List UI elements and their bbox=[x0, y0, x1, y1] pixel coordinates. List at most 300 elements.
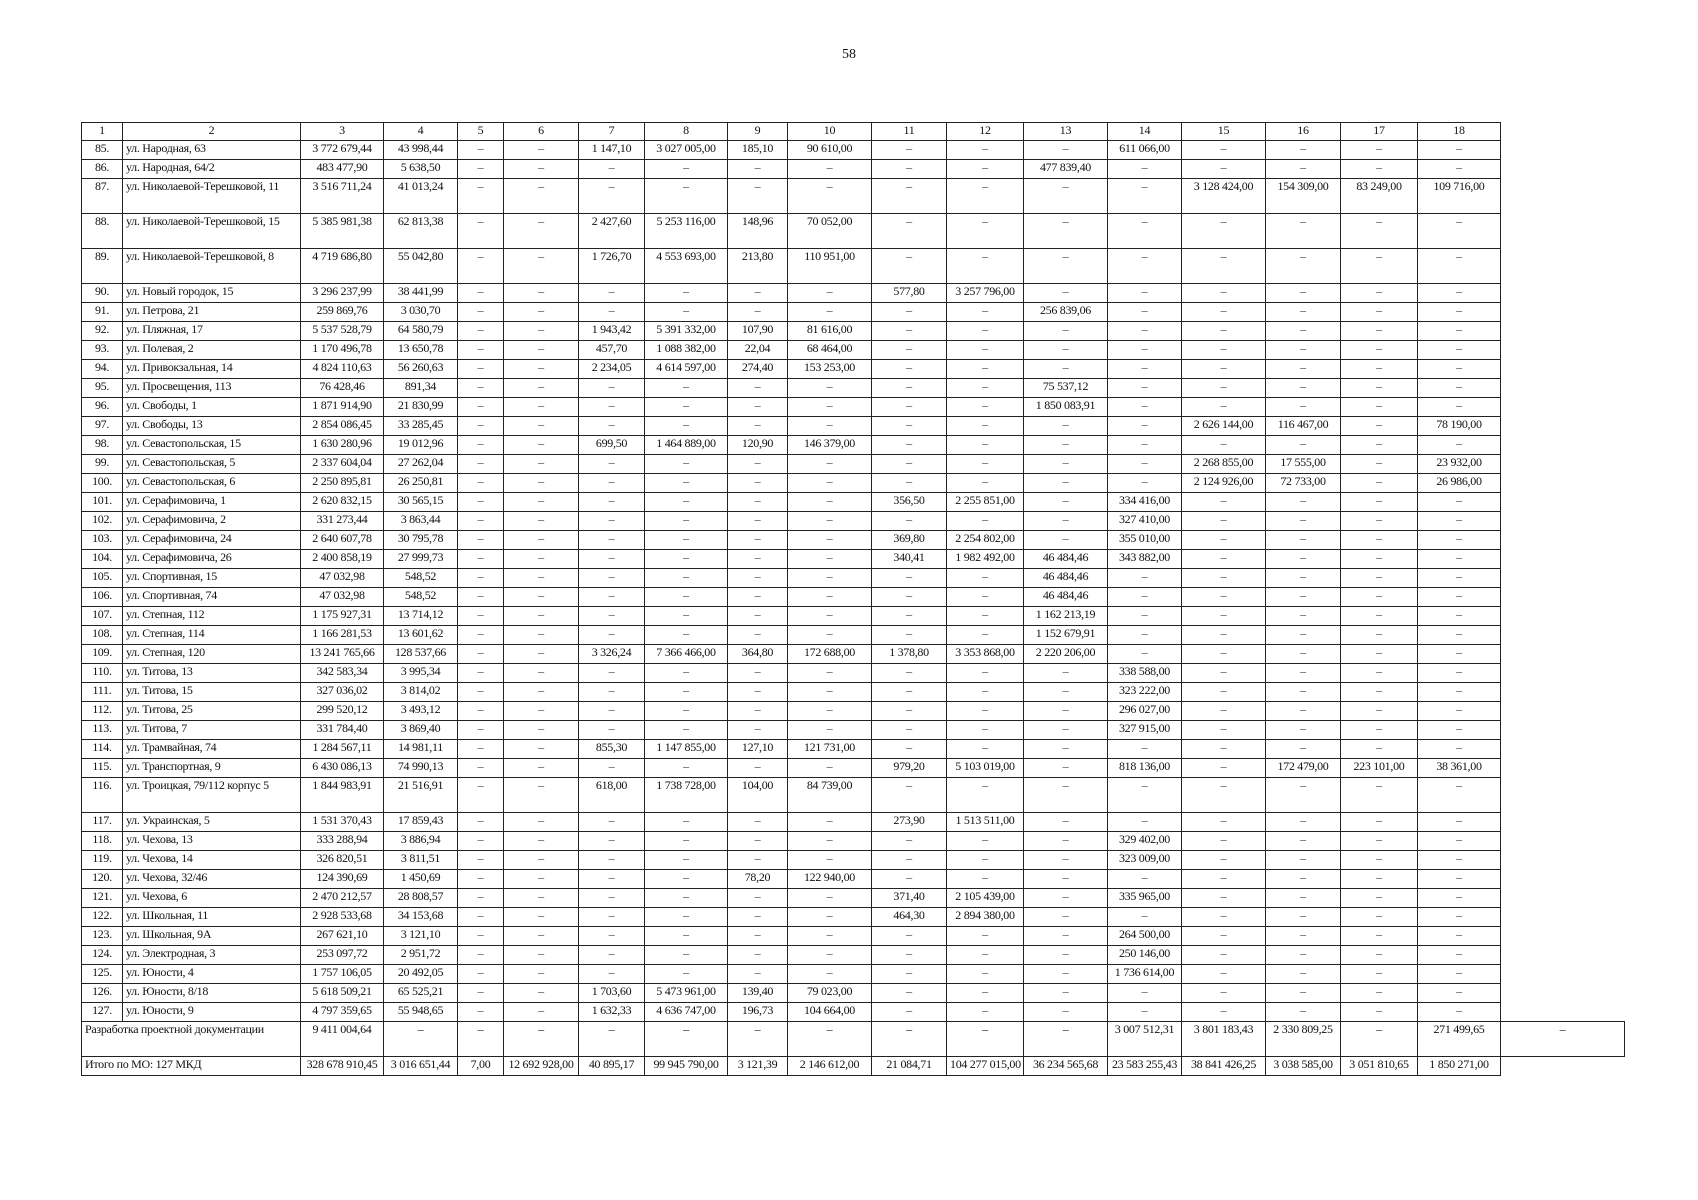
table-cell: – bbox=[1266, 322, 1341, 341]
table-cell: 3 027 005,00 bbox=[645, 141, 728, 160]
table-cell: 2 640 607,78 bbox=[301, 531, 384, 550]
table-cell: 13 bbox=[1024, 123, 1108, 141]
table-cell: – bbox=[1182, 1003, 1266, 1022]
table-cell: ул. Чехова, 32/46 bbox=[123, 870, 301, 889]
table-row bbox=[82, 626, 1625, 645]
table-cell: – bbox=[458, 927, 504, 946]
table-cell: 327 410,00 bbox=[1108, 512, 1182, 531]
table-cell: 4 636 747,00 bbox=[645, 1003, 728, 1022]
table-cell: 33 285,45 bbox=[384, 417, 458, 436]
table-cell: – bbox=[504, 379, 579, 398]
table-cell: – bbox=[1266, 493, 1341, 512]
table-cell: – bbox=[788, 417, 872, 436]
table-cell: ул. Юности, 9 bbox=[123, 1003, 301, 1022]
table-cell: – bbox=[458, 512, 504, 531]
table-cell: 296 027,00 bbox=[1108, 702, 1182, 721]
table-cell: 23 583 255,43 bbox=[1108, 1057, 1182, 1076]
table-row bbox=[82, 683, 1625, 702]
table-cell: – bbox=[1341, 626, 1418, 645]
table-cell: 4 553 693,00 bbox=[645, 249, 728, 284]
table-cell: – bbox=[872, 249, 947, 284]
table-cell: – bbox=[645, 1022, 728, 1057]
table-cell: – bbox=[1418, 284, 1501, 303]
table-cell: 85. bbox=[82, 141, 123, 160]
table-cell: – bbox=[1266, 379, 1341, 398]
table-cell: 55 948,65 bbox=[384, 1003, 458, 1022]
table-cell: – bbox=[504, 908, 579, 927]
table-cell: 104 277 015,00 bbox=[947, 1057, 1024, 1076]
table-cell: 3 030,70 bbox=[384, 303, 458, 322]
table-cell: 93. bbox=[82, 341, 123, 360]
table-cell: – bbox=[1182, 965, 1266, 984]
table-cell: – bbox=[458, 436, 504, 455]
table-cell: – bbox=[458, 1022, 504, 1057]
table-cell: – bbox=[1182, 550, 1266, 569]
table-cell: – bbox=[728, 832, 788, 851]
table-cell: 94. bbox=[82, 360, 123, 379]
table-cell: – bbox=[579, 851, 645, 870]
table-cell: – bbox=[504, 683, 579, 702]
table-cell: 172 688,00 bbox=[788, 645, 872, 664]
table-cell: – bbox=[1182, 360, 1266, 379]
table-cell: 126. bbox=[82, 984, 123, 1003]
table-cell: 328 678 910,45 bbox=[301, 1057, 384, 1076]
table-cell: 2 620 832,15 bbox=[301, 493, 384, 512]
table-cell: – bbox=[1418, 607, 1501, 626]
table-cell: – bbox=[1266, 569, 1341, 588]
table-cell: 26 250,81 bbox=[384, 474, 458, 493]
table-row bbox=[82, 702, 1625, 721]
table-cell: 119. bbox=[82, 851, 123, 870]
table-cell: – bbox=[645, 626, 728, 645]
table-cell: – bbox=[504, 740, 579, 759]
table-cell: ул. Севастопольская, 6 bbox=[123, 474, 301, 493]
table-cell: 79 023,00 bbox=[788, 984, 872, 1003]
table-cell: – bbox=[1341, 550, 1418, 569]
table-cell: – bbox=[1266, 588, 1341, 607]
table-cell: 40 895,17 bbox=[579, 1057, 645, 1076]
table-cell: 9 bbox=[728, 123, 788, 141]
table-cell: – bbox=[579, 889, 645, 908]
table-cell: – bbox=[579, 474, 645, 493]
table-cell: 3 863,44 bbox=[384, 512, 458, 531]
table-cell: – bbox=[1418, 965, 1501, 984]
table-cell: 74 990,13 bbox=[384, 759, 458, 778]
table-cell: ул. Электродная, 3 bbox=[123, 946, 301, 965]
table-cell: – bbox=[1024, 740, 1108, 759]
table-cell: – bbox=[458, 455, 504, 474]
table-cell: 2 268 855,00 bbox=[1182, 455, 1266, 474]
table-cell: – bbox=[728, 179, 788, 214]
table-cell: 19 012,96 bbox=[384, 436, 458, 455]
table-cell: – bbox=[947, 379, 1024, 398]
table-row bbox=[82, 474, 1625, 493]
table-cell: – bbox=[1266, 870, 1341, 889]
table-cell: – bbox=[947, 851, 1024, 870]
table-cell: – bbox=[1418, 1003, 1501, 1022]
table-cell: – bbox=[1108, 813, 1182, 832]
table-cell: – bbox=[728, 160, 788, 179]
table-row bbox=[82, 398, 1625, 417]
table-cell: 98. bbox=[82, 436, 123, 455]
table-cell: – bbox=[1341, 908, 1418, 927]
table-cell: 1 152 679,91 bbox=[1024, 626, 1108, 645]
table-cell: – bbox=[504, 455, 579, 474]
table-cell: – bbox=[788, 946, 872, 965]
table-cell: 7 366 466,00 bbox=[645, 645, 728, 664]
table-cell: – bbox=[1182, 493, 1266, 512]
table-cell: 334 416,00 bbox=[1108, 493, 1182, 512]
table-cell: – bbox=[872, 683, 947, 702]
table-cell: – bbox=[947, 870, 1024, 889]
table-cell: – bbox=[645, 474, 728, 493]
table-cell: – bbox=[947, 474, 1024, 493]
table-cell: – bbox=[872, 965, 947, 984]
table-cell: – bbox=[1108, 322, 1182, 341]
table-cell: – bbox=[645, 550, 728, 569]
table-cell: – bbox=[1024, 851, 1108, 870]
table-cell: 116 467,00 bbox=[1266, 417, 1341, 436]
table-cell: ул. Чехова, 13 bbox=[123, 832, 301, 851]
table-cell: 3 007 512,31 bbox=[1108, 1022, 1182, 1057]
table-cell: 3 811,51 bbox=[384, 851, 458, 870]
table-cell: – bbox=[1266, 1003, 1341, 1022]
table-cell: – bbox=[1341, 379, 1418, 398]
table-cell: – bbox=[1024, 179, 1108, 214]
table-cell: 102. bbox=[82, 512, 123, 531]
table-cell: 115. bbox=[82, 759, 123, 778]
table-cell: – bbox=[1341, 702, 1418, 721]
table-cell: ул. Украинская, 5 bbox=[123, 813, 301, 832]
table-cell: 78 190,00 bbox=[1418, 417, 1501, 436]
table-cell: – bbox=[504, 759, 579, 778]
table-cell: – bbox=[728, 588, 788, 607]
table-cell: – bbox=[947, 214, 1024, 249]
table-cell: – bbox=[872, 436, 947, 455]
table-cell: – bbox=[1108, 870, 1182, 889]
table-cell: – bbox=[788, 379, 872, 398]
table-cell: – bbox=[504, 645, 579, 664]
table-cell: – bbox=[458, 721, 504, 740]
table-cell: – bbox=[579, 512, 645, 531]
table-cell: – bbox=[645, 813, 728, 832]
table-cell: 17 bbox=[1341, 123, 1418, 141]
table-cell: – bbox=[788, 889, 872, 908]
table-cell: 5 103 019,00 bbox=[947, 759, 1024, 778]
table-cell: – bbox=[1341, 436, 1418, 455]
table-cell: – bbox=[504, 512, 579, 531]
table-cell: – bbox=[1024, 531, 1108, 550]
table-cell: – bbox=[504, 550, 579, 569]
table-cell: 5 385 981,38 bbox=[301, 214, 384, 249]
table-row bbox=[82, 179, 1625, 214]
table-cell: – bbox=[504, 851, 579, 870]
table-cell: 127. bbox=[82, 1003, 123, 1022]
table-row bbox=[82, 417, 1625, 436]
table-cell: – bbox=[1182, 813, 1266, 832]
table-row bbox=[82, 436, 1625, 455]
table-cell: – bbox=[1182, 512, 1266, 531]
table-cell: 99. bbox=[82, 455, 123, 474]
table-cell: – bbox=[1182, 284, 1266, 303]
table-cell: – bbox=[579, 179, 645, 214]
table-cell: – bbox=[1266, 813, 1341, 832]
table-cell: – bbox=[872, 1022, 947, 1057]
table-cell: – bbox=[645, 870, 728, 889]
table-cell: ул. Титова, 13 bbox=[123, 664, 301, 683]
table-cell: 1 871 914,90 bbox=[301, 398, 384, 417]
table-cell: – bbox=[1418, 588, 1501, 607]
table-cell: 46 484,46 bbox=[1024, 569, 1108, 588]
table-row bbox=[82, 607, 1625, 626]
table-cell: 5 391 332,00 bbox=[645, 322, 728, 341]
table-cell: ул. Привокзальная, 14 bbox=[123, 360, 301, 379]
table-cell: ул. Серафимовича, 1 bbox=[123, 493, 301, 512]
table-cell: 3 326,24 bbox=[579, 645, 645, 664]
table-cell: – bbox=[872, 946, 947, 965]
table-cell: – bbox=[872, 179, 947, 214]
table-cell: 110 951,00 bbox=[788, 249, 872, 284]
table-row bbox=[82, 141, 1625, 160]
table-cell: 30 565,15 bbox=[384, 493, 458, 512]
table-cell: – bbox=[1418, 908, 1501, 927]
table-cell: 5 638,50 bbox=[384, 160, 458, 179]
table-cell: – bbox=[872, 851, 947, 870]
table-row bbox=[82, 588, 1625, 607]
table-cell: – bbox=[728, 927, 788, 946]
table-cell: – bbox=[1418, 946, 1501, 965]
table-cell: – bbox=[645, 512, 728, 531]
table-cell: – bbox=[788, 832, 872, 851]
table-cell: – bbox=[1108, 303, 1182, 322]
table-row bbox=[82, 965, 1625, 984]
table-cell: – bbox=[728, 569, 788, 588]
table-cell: – bbox=[1341, 851, 1418, 870]
table-cell: – bbox=[1418, 341, 1501, 360]
table-cell: 1 147,10 bbox=[579, 141, 645, 160]
table-cell: – bbox=[947, 512, 1024, 531]
table-cell: – bbox=[458, 322, 504, 341]
table-cell: – bbox=[645, 721, 728, 740]
table-cell: – bbox=[1418, 360, 1501, 379]
table-cell: – bbox=[645, 398, 728, 417]
table-cell: – bbox=[579, 531, 645, 550]
table-cell: – bbox=[788, 965, 872, 984]
table-cell: – bbox=[728, 531, 788, 550]
table-cell: – bbox=[458, 908, 504, 927]
table-cell: – bbox=[728, 889, 788, 908]
table-cell: 2 105 439,00 bbox=[947, 889, 1024, 908]
table-cell: 223 101,00 bbox=[1341, 759, 1418, 778]
table-cell: 38 361,00 bbox=[1418, 759, 1501, 778]
table-cell: – bbox=[579, 417, 645, 436]
table-cell: – bbox=[579, 664, 645, 683]
table-cell: 90 610,00 bbox=[788, 141, 872, 160]
table-cell: – bbox=[788, 455, 872, 474]
table-cell: – bbox=[645, 493, 728, 512]
table-cell: 577,80 bbox=[872, 284, 947, 303]
table-cell: – bbox=[458, 214, 504, 249]
table-cell: – bbox=[728, 664, 788, 683]
table-row bbox=[82, 645, 1625, 664]
table-cell: 43 998,44 bbox=[384, 141, 458, 160]
table-cell: 104 664,00 bbox=[788, 1003, 872, 1022]
table-cell: ул. Свободы, 13 bbox=[123, 417, 301, 436]
table-cell: 114. bbox=[82, 740, 123, 759]
table-row bbox=[82, 984, 1625, 1003]
table-cell: ул. Школьная, 9А bbox=[123, 927, 301, 946]
table-cell: – bbox=[458, 141, 504, 160]
table-cell: 118. bbox=[82, 832, 123, 851]
table-cell: – bbox=[1108, 179, 1182, 214]
table-cell: – bbox=[645, 160, 728, 179]
table-cell: – bbox=[1418, 984, 1501, 1003]
table-cell: – bbox=[504, 322, 579, 341]
table-cell: 81 616,00 bbox=[788, 322, 872, 341]
table-cell: 21 084,71 bbox=[872, 1057, 947, 1076]
table-cell: – bbox=[728, 1022, 788, 1057]
table-cell: 139,40 bbox=[728, 984, 788, 1003]
table-cell: – bbox=[579, 398, 645, 417]
table-row bbox=[82, 303, 1625, 322]
table-cell: – bbox=[1341, 645, 1418, 664]
table-cell: – bbox=[1341, 322, 1418, 341]
table-cell: – bbox=[458, 870, 504, 889]
table-cell: – bbox=[458, 607, 504, 626]
table-cell: – bbox=[579, 588, 645, 607]
table-cell: ул. Степная, 112 bbox=[123, 607, 301, 626]
table-cell: 2 124 926,00 bbox=[1182, 474, 1266, 493]
table-cell: – bbox=[504, 569, 579, 588]
table-cell: 2 337 604,04 bbox=[301, 455, 384, 474]
table-cell: – bbox=[1108, 1003, 1182, 1022]
table-cell: – bbox=[1266, 664, 1341, 683]
table-cell: – bbox=[1418, 721, 1501, 740]
table-cell: – bbox=[1418, 740, 1501, 759]
table-cell: – bbox=[872, 474, 947, 493]
table-cell: Итого по МО: 127 МКД bbox=[82, 1057, 301, 1076]
table-cell: – bbox=[788, 512, 872, 531]
table-row bbox=[82, 721, 1625, 740]
table-cell: 34 153,68 bbox=[384, 908, 458, 927]
table-cell: 299 520,12 bbox=[301, 702, 384, 721]
table-cell: 76 428,46 bbox=[301, 379, 384, 398]
table-cell: 3 886,94 bbox=[384, 832, 458, 851]
table-cell: – bbox=[1108, 417, 1182, 436]
table-cell: 1 464 889,00 bbox=[645, 436, 728, 455]
table-cell: – bbox=[504, 284, 579, 303]
table-cell: – bbox=[504, 341, 579, 360]
table-cell: – bbox=[1341, 683, 1418, 702]
table-cell: – bbox=[1182, 778, 1266, 813]
table-cell: – bbox=[1108, 908, 1182, 927]
table-cell: – bbox=[947, 721, 1024, 740]
table-cell: 1 703,60 bbox=[579, 984, 645, 1003]
table-cell: – bbox=[645, 759, 728, 778]
table-cell: – bbox=[645, 965, 728, 984]
table-cell: – bbox=[872, 303, 947, 322]
table-cell: 274,40 bbox=[728, 360, 788, 379]
table-cell: – bbox=[504, 141, 579, 160]
table-cell: 342 583,34 bbox=[301, 664, 384, 683]
table-cell: 28 808,57 bbox=[384, 889, 458, 908]
table-cell: 4 614 597,00 bbox=[645, 360, 728, 379]
table-cell: – bbox=[1266, 214, 1341, 249]
table-cell: 154 309,00 bbox=[1266, 179, 1341, 214]
table-cell: – bbox=[1182, 607, 1266, 626]
table-cell: – bbox=[1108, 341, 1182, 360]
table-cell: – bbox=[1341, 1022, 1418, 1057]
table-cell: – bbox=[1266, 889, 1341, 908]
table-cell: – bbox=[1266, 436, 1341, 455]
table-cell: 327 036,02 bbox=[301, 683, 384, 702]
table-cell: – bbox=[728, 474, 788, 493]
table-cell: 26 986,00 bbox=[1418, 474, 1501, 493]
table-cell: 818 136,00 bbox=[1108, 759, 1182, 778]
table-row bbox=[82, 832, 1625, 851]
table-cell: 1 088 382,00 bbox=[645, 341, 728, 360]
table-cell: 8 bbox=[645, 123, 728, 141]
table-cell: ул. Севастопольская, 5 bbox=[123, 455, 301, 474]
table-cell: 116. bbox=[82, 778, 123, 813]
table-cell: – bbox=[947, 360, 1024, 379]
table-cell: – bbox=[1418, 683, 1501, 702]
table-cell: 90. bbox=[82, 284, 123, 303]
table-cell: 122. bbox=[82, 908, 123, 927]
table-cell: – bbox=[1341, 778, 1418, 813]
table-cell: – bbox=[1024, 417, 1108, 436]
table-cell: – bbox=[1341, 607, 1418, 626]
table-cell: – bbox=[504, 965, 579, 984]
table-cell: 3 121,39 bbox=[728, 1057, 788, 1076]
table-cell: – bbox=[728, 813, 788, 832]
table-cell: – bbox=[728, 626, 788, 645]
table-cell: 327 915,00 bbox=[1108, 721, 1182, 740]
table-cell: – bbox=[1108, 379, 1182, 398]
table-cell: – bbox=[1182, 249, 1266, 284]
table-cell: – bbox=[1024, 284, 1108, 303]
table-cell: – bbox=[579, 927, 645, 946]
table-cell: – bbox=[504, 417, 579, 436]
table-cell: 122 940,00 bbox=[788, 870, 872, 889]
table-cell: – bbox=[788, 851, 872, 870]
table-cell: – bbox=[947, 249, 1024, 284]
table-cell: – bbox=[947, 179, 1024, 214]
table-cell: 338 588,00 bbox=[1108, 664, 1182, 683]
table-cell: – bbox=[1341, 284, 1418, 303]
table-cell: – bbox=[645, 683, 728, 702]
table-cell: 2 427,60 bbox=[579, 214, 645, 249]
table-cell: – bbox=[1024, 721, 1108, 740]
table-cell: – bbox=[728, 379, 788, 398]
table-cell: ул. Степная, 120 bbox=[123, 645, 301, 664]
table-cell: – bbox=[645, 927, 728, 946]
table-cell: – bbox=[458, 889, 504, 908]
table-cell: – bbox=[504, 1003, 579, 1022]
table-cell: – bbox=[1418, 436, 1501, 455]
table-cell: – bbox=[1024, 436, 1108, 455]
table-cell: ул. Чехова, 14 bbox=[123, 851, 301, 870]
table-cell: 83 249,00 bbox=[1341, 179, 1418, 214]
table-cell: – bbox=[1266, 645, 1341, 664]
table-cell: – bbox=[1266, 531, 1341, 550]
table-cell: – bbox=[872, 832, 947, 851]
table-cell: – bbox=[872, 379, 947, 398]
table-row bbox=[82, 341, 1625, 360]
table-cell: – bbox=[947, 455, 1024, 474]
table-cell: – bbox=[458, 474, 504, 493]
table-cell: ул. Народная, 63 bbox=[123, 141, 301, 160]
